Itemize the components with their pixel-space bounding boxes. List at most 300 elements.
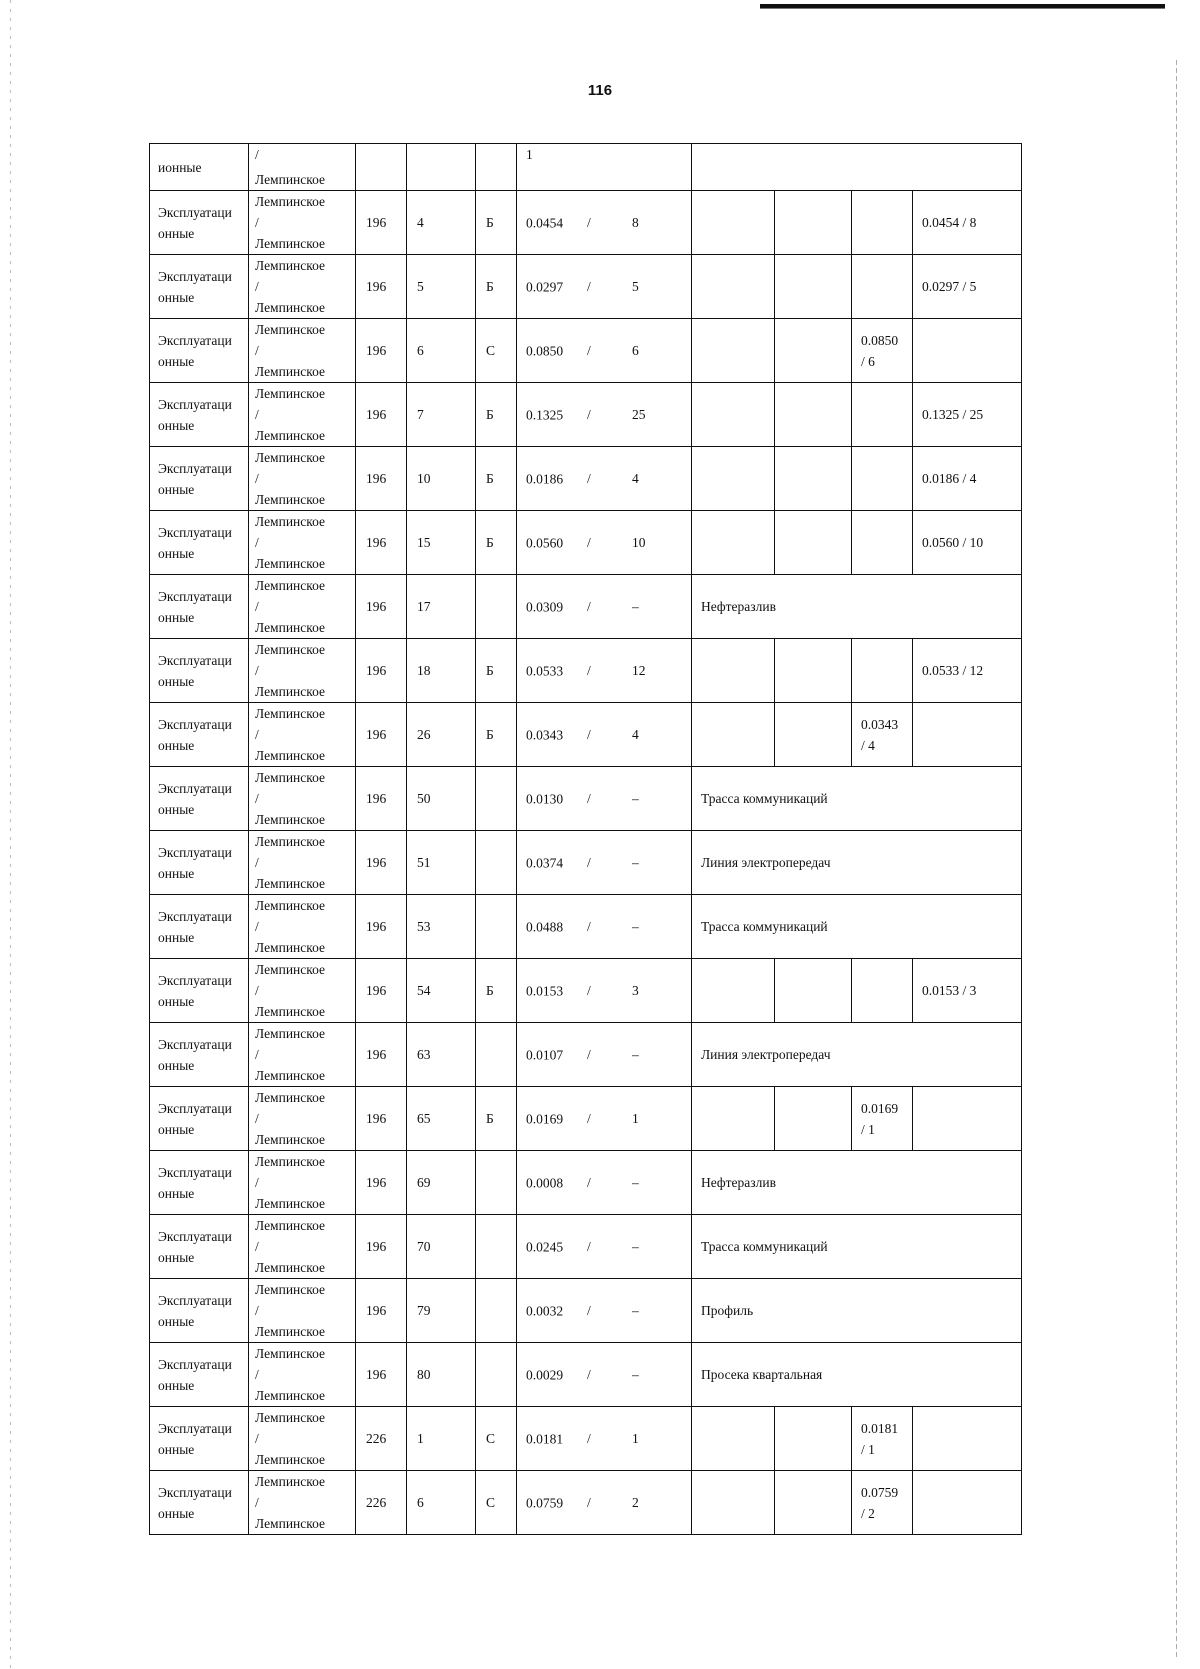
cell-type xyxy=(150,895,249,959)
cell-class-2 xyxy=(775,639,852,703)
forest-name: Лемпинское xyxy=(255,1026,326,1041)
cell-class-b xyxy=(913,319,1022,383)
cell-vydel: 69 xyxy=(407,1151,476,1215)
type-text: Эксплуатационные xyxy=(158,908,232,945)
cell-area xyxy=(517,447,692,511)
cell-class-c xyxy=(852,511,913,575)
type-text: Эксплуатационные xyxy=(158,652,232,689)
forest-name: Лемпинское xyxy=(255,1154,326,1169)
cell-forest xyxy=(249,767,356,831)
forest-name: Лемпинское xyxy=(255,1218,326,1233)
cell-area xyxy=(517,639,692,703)
type-text: Эксплуатационные xyxy=(158,1292,232,1329)
forest-name: Лемпинское xyxy=(255,620,326,635)
cell-class-1 xyxy=(692,383,775,447)
table-row xyxy=(150,511,1022,575)
area-value: 0.0008 xyxy=(526,1175,564,1190)
cell-class-b xyxy=(913,1471,1022,1535)
cell-kvartal: 196 xyxy=(356,191,407,255)
volume-value: – xyxy=(632,854,639,870)
forest-slash: / xyxy=(255,1303,259,1318)
cell-category xyxy=(476,144,517,191)
cell-category: Б xyxy=(476,255,517,319)
cell-category: Б xyxy=(476,639,517,703)
area-value: 0.0560 xyxy=(526,535,564,550)
cell-area xyxy=(517,831,692,895)
type-text: Эксплуатационные xyxy=(158,1164,232,1201)
area-slash: / xyxy=(587,982,591,998)
area-value: 0.0374 xyxy=(526,855,564,870)
cell-note: Просека квартальная xyxy=(692,1343,1022,1407)
cell-kvartal: 196 xyxy=(356,1279,407,1343)
volume-value: 3 xyxy=(632,982,639,998)
forest-name: Лемпинское xyxy=(255,642,326,657)
cell-forest xyxy=(249,1343,356,1407)
forest-name: Лемпинское xyxy=(255,770,326,785)
forest-name: Лемпинское xyxy=(255,940,326,955)
cell-note: Нефтеразлив xyxy=(692,575,1022,639)
cell-class-b: 0.0153 / 3 xyxy=(913,959,1022,1023)
cell-vydel: 17 xyxy=(407,575,476,639)
area-slash: / xyxy=(587,214,591,230)
cell-area xyxy=(517,1471,692,1535)
cell-kvartal: 226 xyxy=(356,1471,407,1535)
class-c-value: 0.0169 / 1 xyxy=(861,1100,899,1137)
forest-name: Лемпинское xyxy=(255,514,326,529)
area-slash: / xyxy=(587,1430,591,1446)
forest-slash: / xyxy=(255,1367,259,1382)
cell-class-b: 0.0454 / 8 xyxy=(913,191,1022,255)
cell-class-c xyxy=(852,319,913,383)
area-value: 0.0245 xyxy=(526,1239,564,1254)
cell-vydel: 70 xyxy=(407,1215,476,1279)
table-row-continuation xyxy=(150,144,1022,191)
cell-forest xyxy=(249,144,356,191)
forest-name: Лемпинское xyxy=(255,258,326,273)
forest-name: Лемпинское xyxy=(255,194,326,209)
area-slash: / xyxy=(587,854,591,870)
cell-category: Б xyxy=(476,447,517,511)
table-row xyxy=(150,447,1022,511)
cell-category xyxy=(476,1279,517,1343)
cell-class-c xyxy=(852,447,913,511)
cell-forest xyxy=(249,959,356,1023)
cell-vydel: 7 xyxy=(407,383,476,447)
table-row xyxy=(150,191,1022,255)
forest-name: Лемпинское xyxy=(255,556,326,571)
forest-name: Лемпинское xyxy=(255,1324,326,1339)
area-slash: / xyxy=(587,278,591,294)
cell-class-b: 0.0297 / 5 xyxy=(913,255,1022,319)
forest-name: Лемпинское xyxy=(255,834,326,849)
cell-forest xyxy=(249,511,356,575)
cell-area xyxy=(517,144,692,191)
cell-area xyxy=(517,1407,692,1471)
area-slash: / xyxy=(587,1302,591,1318)
forest-name: Лемпинское xyxy=(255,962,326,977)
cell-vydel: 53 xyxy=(407,895,476,959)
cell-class-1 xyxy=(692,959,775,1023)
cell-kvartal: 196 xyxy=(356,895,407,959)
cell-class-b: 0.0533 / 12 xyxy=(913,639,1022,703)
cell-type xyxy=(150,319,249,383)
forest-name: Лемпинское xyxy=(255,322,326,337)
cell-forest xyxy=(249,1471,356,1535)
forest-name: Лемпинское xyxy=(255,812,326,827)
cell-kvartal: 196 xyxy=(356,703,407,767)
table-row xyxy=(150,703,1022,767)
area-slash: / xyxy=(587,342,591,358)
cell-class-1 xyxy=(692,319,775,383)
cell-kvartal: 196 xyxy=(356,1215,407,1279)
cell-type xyxy=(150,1279,249,1343)
cell-kvartal: 196 xyxy=(356,959,407,1023)
cell-area xyxy=(517,191,692,255)
cell-note: Трасса коммуникаций xyxy=(692,767,1022,831)
forest-slash: / xyxy=(255,983,259,998)
cell-category: Б xyxy=(476,191,517,255)
forest-name: Лемпинское xyxy=(255,1474,326,1489)
area-value: 0.0181 xyxy=(526,1431,564,1446)
forest-name: Лемпинское xyxy=(255,1282,326,1297)
forest-name: Лемпинское xyxy=(255,1090,326,1105)
forest-name: Лемпинское xyxy=(255,386,326,401)
cell-area xyxy=(517,895,692,959)
cell-type xyxy=(150,767,249,831)
cell-vydel: 6 xyxy=(407,1471,476,1535)
cell-area xyxy=(517,255,692,319)
cell-vydel: 26 xyxy=(407,703,476,767)
cell-vydel: 15 xyxy=(407,511,476,575)
forest-slash: / xyxy=(255,1495,259,1510)
type-text: Эксплуатационные xyxy=(158,1356,232,1393)
area-slash: / xyxy=(587,470,591,486)
area-slash: / xyxy=(587,726,591,742)
cell-class-1 xyxy=(692,255,775,319)
cell-class-1 xyxy=(692,1087,775,1151)
cell-forest xyxy=(249,1279,356,1343)
cell-class-1 xyxy=(692,639,775,703)
cell-area xyxy=(517,767,692,831)
forest-name: Лемпинское xyxy=(255,450,326,465)
forest-slash: / xyxy=(255,147,259,162)
area-value: 0.0029 xyxy=(526,1367,564,1382)
area-slash: / xyxy=(587,662,591,678)
table-row xyxy=(150,1471,1022,1535)
class-c-value: 0.0181 / 1 xyxy=(861,1420,899,1457)
cell-category xyxy=(476,1343,517,1407)
forest-plots-table xyxy=(149,143,1022,1535)
cell-forest xyxy=(249,319,356,383)
type-text: Эксплуатационные xyxy=(158,972,232,1009)
cell-note: Трасса коммуникаций xyxy=(692,895,1022,959)
volume-value: 1 xyxy=(632,1430,639,1446)
cell-category xyxy=(476,1215,517,1279)
cell-type xyxy=(150,575,249,639)
cell-forest xyxy=(249,1215,356,1279)
cell-note: Профиль xyxy=(692,1279,1022,1343)
forest-name: Лемпинское xyxy=(255,1452,326,1467)
cell-type xyxy=(150,1087,249,1151)
volume-value: – xyxy=(632,1238,639,1254)
area-slash: / xyxy=(587,1174,591,1190)
forest-name: Лемпинское xyxy=(255,898,326,913)
volume-value: 1 xyxy=(632,1110,639,1126)
volume-value: – xyxy=(632,1366,639,1382)
type-text: Эксплуатационные xyxy=(158,780,232,817)
cell-category: Б xyxy=(476,383,517,447)
cell-class-c xyxy=(852,383,913,447)
cell-kvartal: 196 xyxy=(356,767,407,831)
cell-vydel: 6 xyxy=(407,319,476,383)
cell-forest xyxy=(249,575,356,639)
cell-class-c xyxy=(852,191,913,255)
cell-area xyxy=(517,1279,692,1343)
volume-value: 4 xyxy=(632,726,639,742)
forest-name: Лемпинское xyxy=(255,300,326,315)
cell-category xyxy=(476,1023,517,1087)
area-slash: / xyxy=(587,406,591,422)
volume-value: 10 xyxy=(632,534,646,550)
table-row xyxy=(150,639,1022,703)
area-value: 0.0032 xyxy=(526,1303,564,1318)
area-value: 0.1325 xyxy=(526,407,564,422)
forest-slash: / xyxy=(255,407,259,422)
type-text: Эксплуатационные xyxy=(158,396,232,433)
table-row xyxy=(150,1215,1022,1279)
type-text: Эксплуатационные xyxy=(158,268,232,305)
cell-category: С xyxy=(476,1407,517,1471)
cell-class-c xyxy=(852,959,913,1023)
cell-type xyxy=(150,255,249,319)
cell-forest xyxy=(249,383,356,447)
class-c-value: 0.0343 / 4 xyxy=(861,716,899,753)
cell-area xyxy=(517,511,692,575)
area-value: 0.0130 xyxy=(526,791,564,806)
volume-value: – xyxy=(632,598,639,614)
area-value: 0.0533 xyxy=(526,663,564,678)
table-row xyxy=(150,1023,1022,1087)
cell-vydel: 79 xyxy=(407,1279,476,1343)
area-value: 0.0488 xyxy=(526,919,564,934)
volume-value: 4 xyxy=(632,470,639,486)
cell-forest xyxy=(249,639,356,703)
cell-area xyxy=(517,1023,692,1087)
cell-category xyxy=(476,767,517,831)
table-row xyxy=(150,1407,1022,1471)
cell-type xyxy=(150,703,249,767)
cell-category: С xyxy=(476,1471,517,1535)
area-slash: / xyxy=(587,534,591,550)
cell-type xyxy=(150,1343,249,1407)
forest-name: Лемпинское xyxy=(255,1346,326,1361)
cell-class-b xyxy=(913,703,1022,767)
table-row xyxy=(150,831,1022,895)
cell-vydel: 5 xyxy=(407,255,476,319)
volume-value: – xyxy=(632,1046,639,1062)
cell-type xyxy=(150,447,249,511)
cell-forest xyxy=(249,1407,356,1471)
area-value: 0.0297 xyxy=(526,279,564,294)
table-row xyxy=(150,1087,1022,1151)
table-body xyxy=(150,144,1022,1535)
cell-class-2 xyxy=(775,447,852,511)
area-slash: / xyxy=(587,1366,591,1382)
cell-class-2 xyxy=(775,319,852,383)
cell-type xyxy=(150,1023,249,1087)
type-text: Эксплуатационные xyxy=(158,460,232,497)
cell-type xyxy=(150,1151,249,1215)
cell-category xyxy=(476,1151,517,1215)
cell-class-c xyxy=(852,1407,913,1471)
area-value: 0.0309 xyxy=(526,599,564,614)
type-text: Эксплуатационные xyxy=(158,716,232,753)
type-text: Эксплуатационные xyxy=(158,1100,232,1137)
cell-class-1 xyxy=(692,511,775,575)
forest-slash: / xyxy=(255,1175,259,1190)
cell-class-1 xyxy=(692,1471,775,1535)
volume-value: – xyxy=(632,1174,639,1190)
volume-value: – xyxy=(632,1302,639,1318)
cell-vydel: 51 xyxy=(407,831,476,895)
area-value: 0.0169 xyxy=(526,1111,564,1126)
forest-slash: / xyxy=(255,919,259,934)
area-slash: / xyxy=(587,1238,591,1254)
page-number: 116 xyxy=(587,82,613,99)
forest-name: Лемпинское xyxy=(255,706,326,721)
cell-type xyxy=(150,831,249,895)
cell-forest xyxy=(249,703,356,767)
cell-vydel xyxy=(407,144,476,191)
area-slash: / xyxy=(587,1046,591,1062)
cell-class-1 xyxy=(692,1407,775,1471)
forest-name: Лемпинское xyxy=(255,684,326,699)
cell-class-1 xyxy=(692,191,775,255)
cell-type xyxy=(150,959,249,1023)
forest-slash: / xyxy=(255,855,259,870)
cell-class-2 xyxy=(775,191,852,255)
forest-name: Лемпинское xyxy=(255,1388,326,1403)
cell-category: Б xyxy=(476,959,517,1023)
cell-category: Б xyxy=(476,1087,517,1151)
cell-type: ионные xyxy=(150,144,249,191)
cell-kvartal: 196 xyxy=(356,1151,407,1215)
forest-slash: / xyxy=(255,599,259,614)
cell-class-c xyxy=(852,703,913,767)
cell-kvartal: 196 xyxy=(356,1343,407,1407)
forest-slash: / xyxy=(255,1431,259,1446)
forest-slash: / xyxy=(255,343,259,358)
forest-name: Лемпинское xyxy=(255,1068,326,1083)
forest-slash: / xyxy=(255,727,259,742)
forest-name: Лемпинское xyxy=(255,1196,326,1211)
cell-class-2 xyxy=(775,703,852,767)
forest-slash: / xyxy=(255,215,259,230)
cell-note: Линия электропередач xyxy=(692,1023,1022,1087)
forest-name: Лемпинское xyxy=(255,364,326,379)
cell-kvartal: 196 xyxy=(356,1023,407,1087)
cell-forest xyxy=(249,191,356,255)
cell-area xyxy=(517,1215,692,1279)
cell-class-b xyxy=(913,1087,1022,1151)
cell-class-b: 0.1325 / 25 xyxy=(913,383,1022,447)
forest-name: Лемпинское xyxy=(255,1132,326,1147)
cell-class-2 xyxy=(775,1407,852,1471)
cell-kvartal: 196 xyxy=(356,447,407,511)
table-row xyxy=(150,959,1022,1023)
cell-category: Б xyxy=(476,703,517,767)
cell-forest xyxy=(249,447,356,511)
cell-vydel: 50 xyxy=(407,767,476,831)
cell-kvartal: 196 xyxy=(356,639,407,703)
cell-class-b: 0.0560 / 10 xyxy=(913,511,1022,575)
area-tail: 1 xyxy=(526,147,533,162)
forest-name: Лемпинское xyxy=(255,1516,326,1531)
cell-vydel: 4 xyxy=(407,191,476,255)
forest-slash: / xyxy=(255,663,259,678)
volume-value: 2 xyxy=(632,1494,639,1510)
area-value: 0.0153 xyxy=(526,983,564,998)
table-row xyxy=(150,895,1022,959)
forest-slash: / xyxy=(255,535,259,550)
forest-slash: / xyxy=(255,1111,259,1126)
cell-class-2 xyxy=(775,383,852,447)
table-row xyxy=(150,383,1022,447)
forest-slash: / xyxy=(255,279,259,294)
cell-note: Трасса коммуникаций xyxy=(692,1215,1022,1279)
forest-name: Лемпинское xyxy=(255,492,326,507)
area-slash: / xyxy=(587,1494,591,1510)
cell-kvartal: 196 xyxy=(356,831,407,895)
cell-class-c xyxy=(852,1471,913,1535)
cell-vydel: 54 xyxy=(407,959,476,1023)
type-text: Эксплуатационные xyxy=(158,1420,232,1457)
class-c-value: 0.0759 / 2 xyxy=(861,1484,899,1521)
forest-name: Лемпинское xyxy=(255,578,326,593)
table-row xyxy=(150,1343,1022,1407)
scan-edge-left xyxy=(10,0,11,1669)
cell-class-c xyxy=(852,639,913,703)
forest-name: Лемпинское xyxy=(255,748,326,763)
cell-type xyxy=(150,1215,249,1279)
forest-name: Лемпинское xyxy=(255,1260,326,1275)
area-value: 0.0759 xyxy=(526,1495,564,1510)
cell-vydel: 1 xyxy=(407,1407,476,1471)
cell-forest xyxy=(249,1151,356,1215)
area-value: 0.0343 xyxy=(526,727,564,742)
cell-forest xyxy=(249,831,356,895)
type-text: Эксплуатационные xyxy=(158,1036,232,1073)
type-text: Эксплуатационные xyxy=(158,1228,232,1265)
cell-type xyxy=(150,383,249,447)
cell-class-1 xyxy=(692,703,775,767)
cell-kvartal: 196 xyxy=(356,511,407,575)
cell-category xyxy=(476,831,517,895)
cell-forest xyxy=(249,1023,356,1087)
class-c-value: 0.0850 / 6 xyxy=(861,332,899,369)
forest-name: Лемпинское xyxy=(255,1004,326,1019)
volume-value: 6 xyxy=(632,342,639,358)
area-slash: / xyxy=(587,790,591,806)
type-text: Эксплуатационные xyxy=(158,1484,232,1521)
area-slash: / xyxy=(587,1110,591,1126)
table-row xyxy=(150,1279,1022,1343)
cell-category: Б xyxy=(476,511,517,575)
forest-name: Лемпинское xyxy=(255,1410,326,1425)
table-row xyxy=(150,575,1022,639)
cell-type xyxy=(150,1471,249,1535)
type-text: Эксплуатационные xyxy=(158,524,232,561)
